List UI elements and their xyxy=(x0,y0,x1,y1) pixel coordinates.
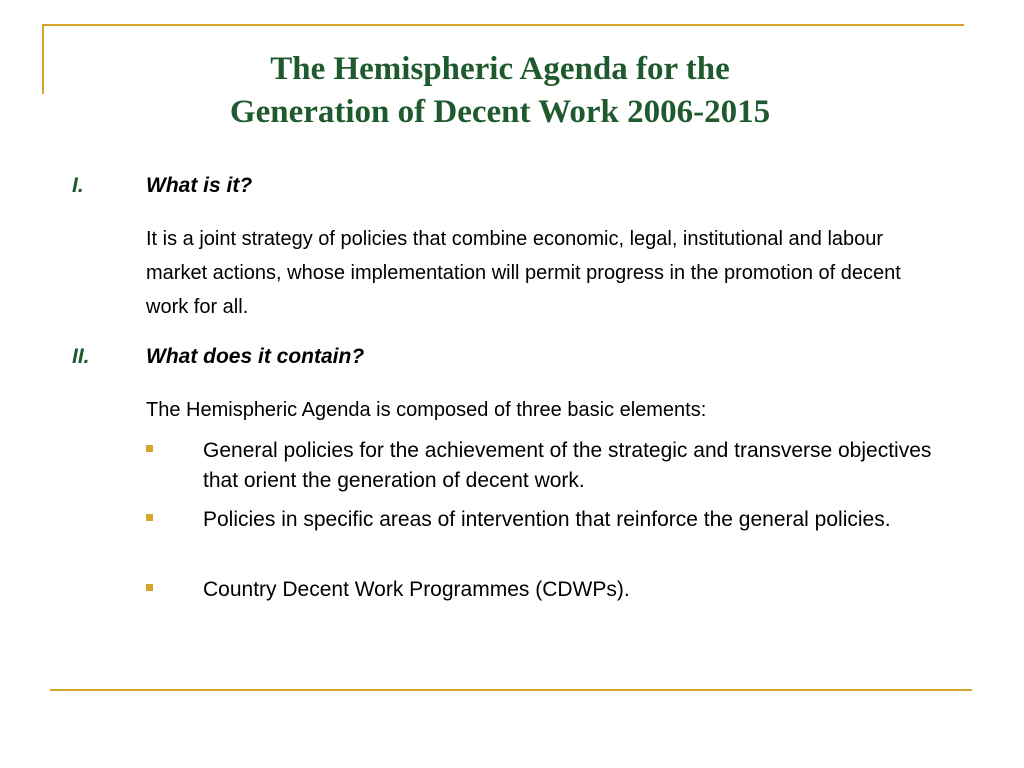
section-1-heading: What is it? xyxy=(146,174,253,197)
square-bullet-icon xyxy=(146,584,153,591)
slide-title-line-1: The Hemispheric Agenda for the xyxy=(270,51,730,87)
bullet-item-2 xyxy=(146,505,946,535)
section-2-paragraph: The Hemispheric Agenda is composed of three basic elements: xyxy=(146,399,707,421)
bullet-item-3 xyxy=(146,575,946,605)
bullet-item-2-text: Policies in specific areas of intervention that reinforce the general policies. xyxy=(203,508,891,531)
bullet-item-1-text: General policies for the achievement of the strategic and transverse objectives that orient the generation of decent work. xyxy=(203,439,932,492)
frame-left-line xyxy=(42,24,44,94)
section-1-paragraph: It is a joint strategy of policies that combine economic, legal, institutional and labour market actions, whose implementation will permit progress in the promotion of decent work for all. xyxy=(146,228,901,318)
square-bullet-icon xyxy=(146,445,153,452)
frame-bottom-line xyxy=(50,689,972,691)
section-1-number: I. xyxy=(72,174,84,197)
square-bullet-icon xyxy=(146,514,153,521)
slide-title-line-2: Generation of Decent Work 2006-2015 xyxy=(229,94,771,130)
bullet-item-1 xyxy=(146,436,946,496)
section-2-number: II. xyxy=(72,345,90,368)
frame-top-line xyxy=(42,24,964,26)
bullet-item-3-text: Country Decent Work Programmes (CDWPs). xyxy=(203,578,630,601)
slide-title xyxy=(100,48,900,134)
section-2-heading: What does it contain? xyxy=(146,345,365,368)
